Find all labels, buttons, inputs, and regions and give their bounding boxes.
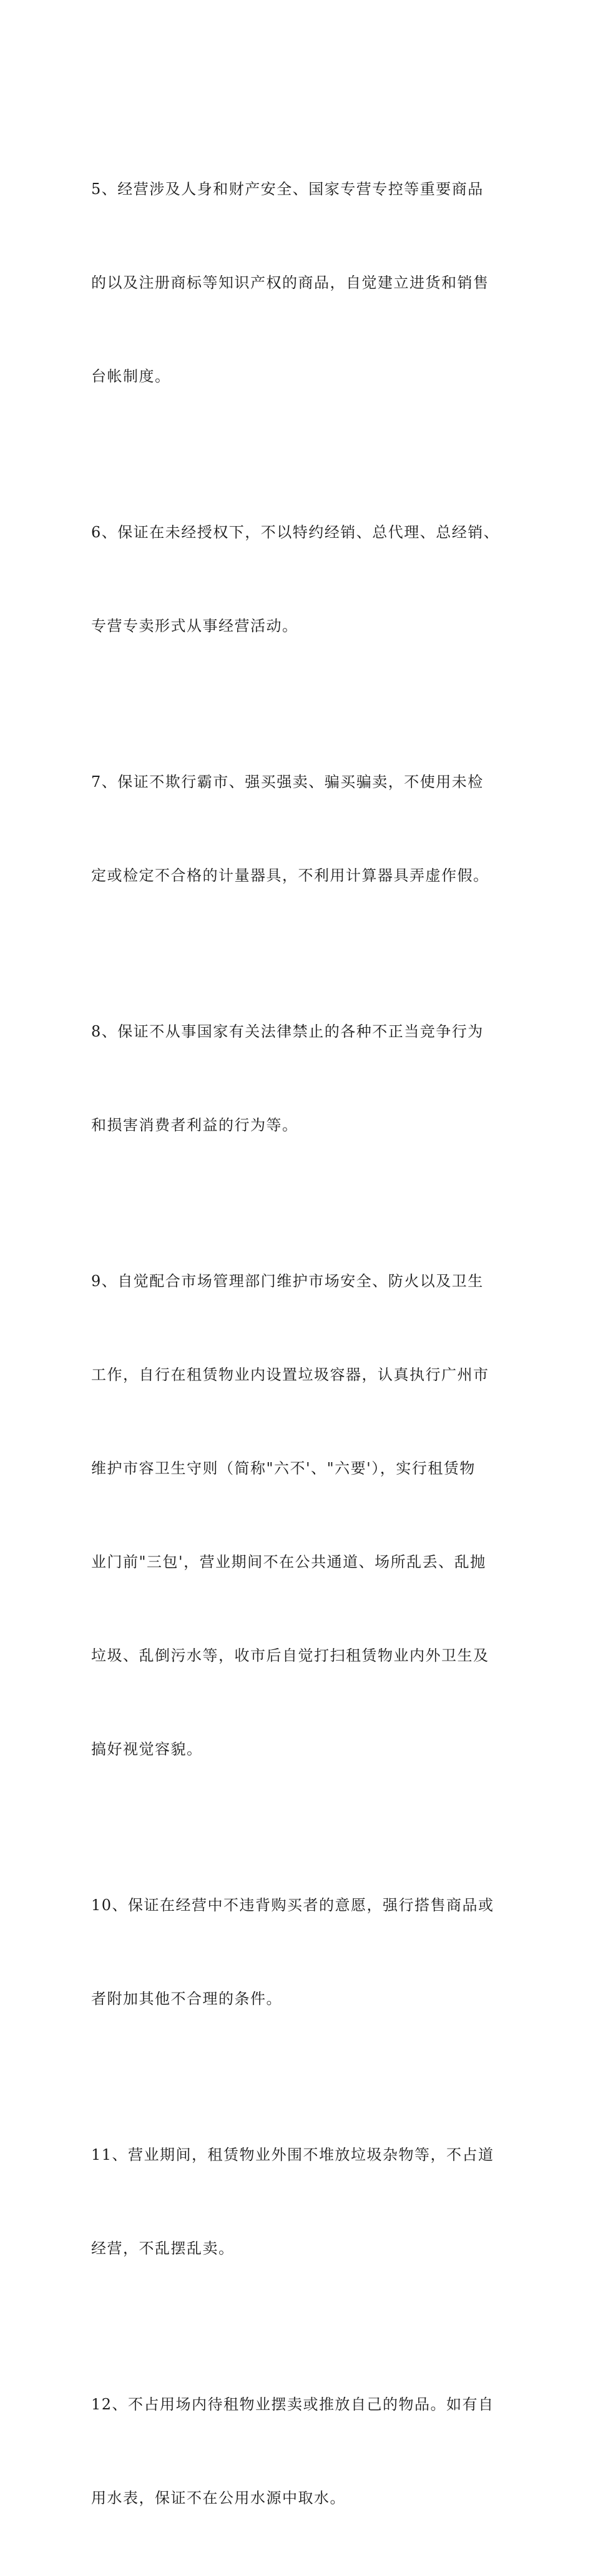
text-line: 搞好视觉容貌。 [91,1740,203,1758]
text-line: 维护市容卫生守则（简称"六不'、"六要'），实行租赁物 [91,1460,476,1477]
text-line: 12、不占用场内待租物业摆卖或推放自己的物品。如有自 [91,2396,494,2413]
text-line: 用水表，保证不在公用水源中取水。 [91,2489,346,2507]
text-line: 和损害消费者利益的行为等。 [91,1116,298,1134]
text-line: 定或检定不合格的计量器具，不利用计算器具弄虚作假。 [91,867,489,884]
text-line: 9、自觉配合市场管理部门维护市场安全、防火以及卫生 [91,1272,484,1290]
text-line: 11、营业期间，租赁物业外围不堆放垃圾杂物等，不占道 [91,2146,494,2164]
clause-6 [91,454,516,704]
clause-7 [91,704,516,954]
clause-10 [91,1827,516,2077]
clause-11 [91,2077,516,2326]
text-line: 的以及注册商标等知识产权的商品，自觉建立进货和销售 [91,274,489,291]
text-line: 8、保证不从事国家有关法律禁止的各种不正当竞争行为 [91,1023,484,1040]
text-line: 10、保证在经营中不违背购买者的意愿，强行搭售商品或 [91,1896,494,1914]
clause-5 [91,111,516,454]
text-line: 专营专卖形式从事经营活动。 [91,617,298,635]
text-line: 7、保证不欺行霸市、强买强卖、骗买骗卖，不使用未检 [91,773,484,791]
text-line: 者附加其他不合理的条件。 [91,1990,282,2008]
clause-12 [91,2326,516,2576]
document-body [91,111,516,2576]
text-line: 5、经营涉及人身和财产安全、国家专营专控等重要商品 [91,180,484,198]
text-line: 工作，自行在租赁物业内设置垃圾容器，认真执行广州市 [91,1366,489,1383]
text-line: 台帐制度。 [91,368,171,385]
text-line: 经营，不乱摆乱卖。 [91,2240,235,2257]
text-line: 6、保证在未经授权下，不以特约经销、总代理、总经销、 [91,524,500,541]
text-line: 垃圾、乱倒污水等，收市后自觉打扫租赁物业内外卫生及 [91,1647,489,1664]
clause-8 [91,954,516,1203]
clause-9 [91,1203,516,1827]
text-line: 业门前"三包'，营业期间不在公共通道、场所乱丢、乱抛 [91,1553,486,1571]
